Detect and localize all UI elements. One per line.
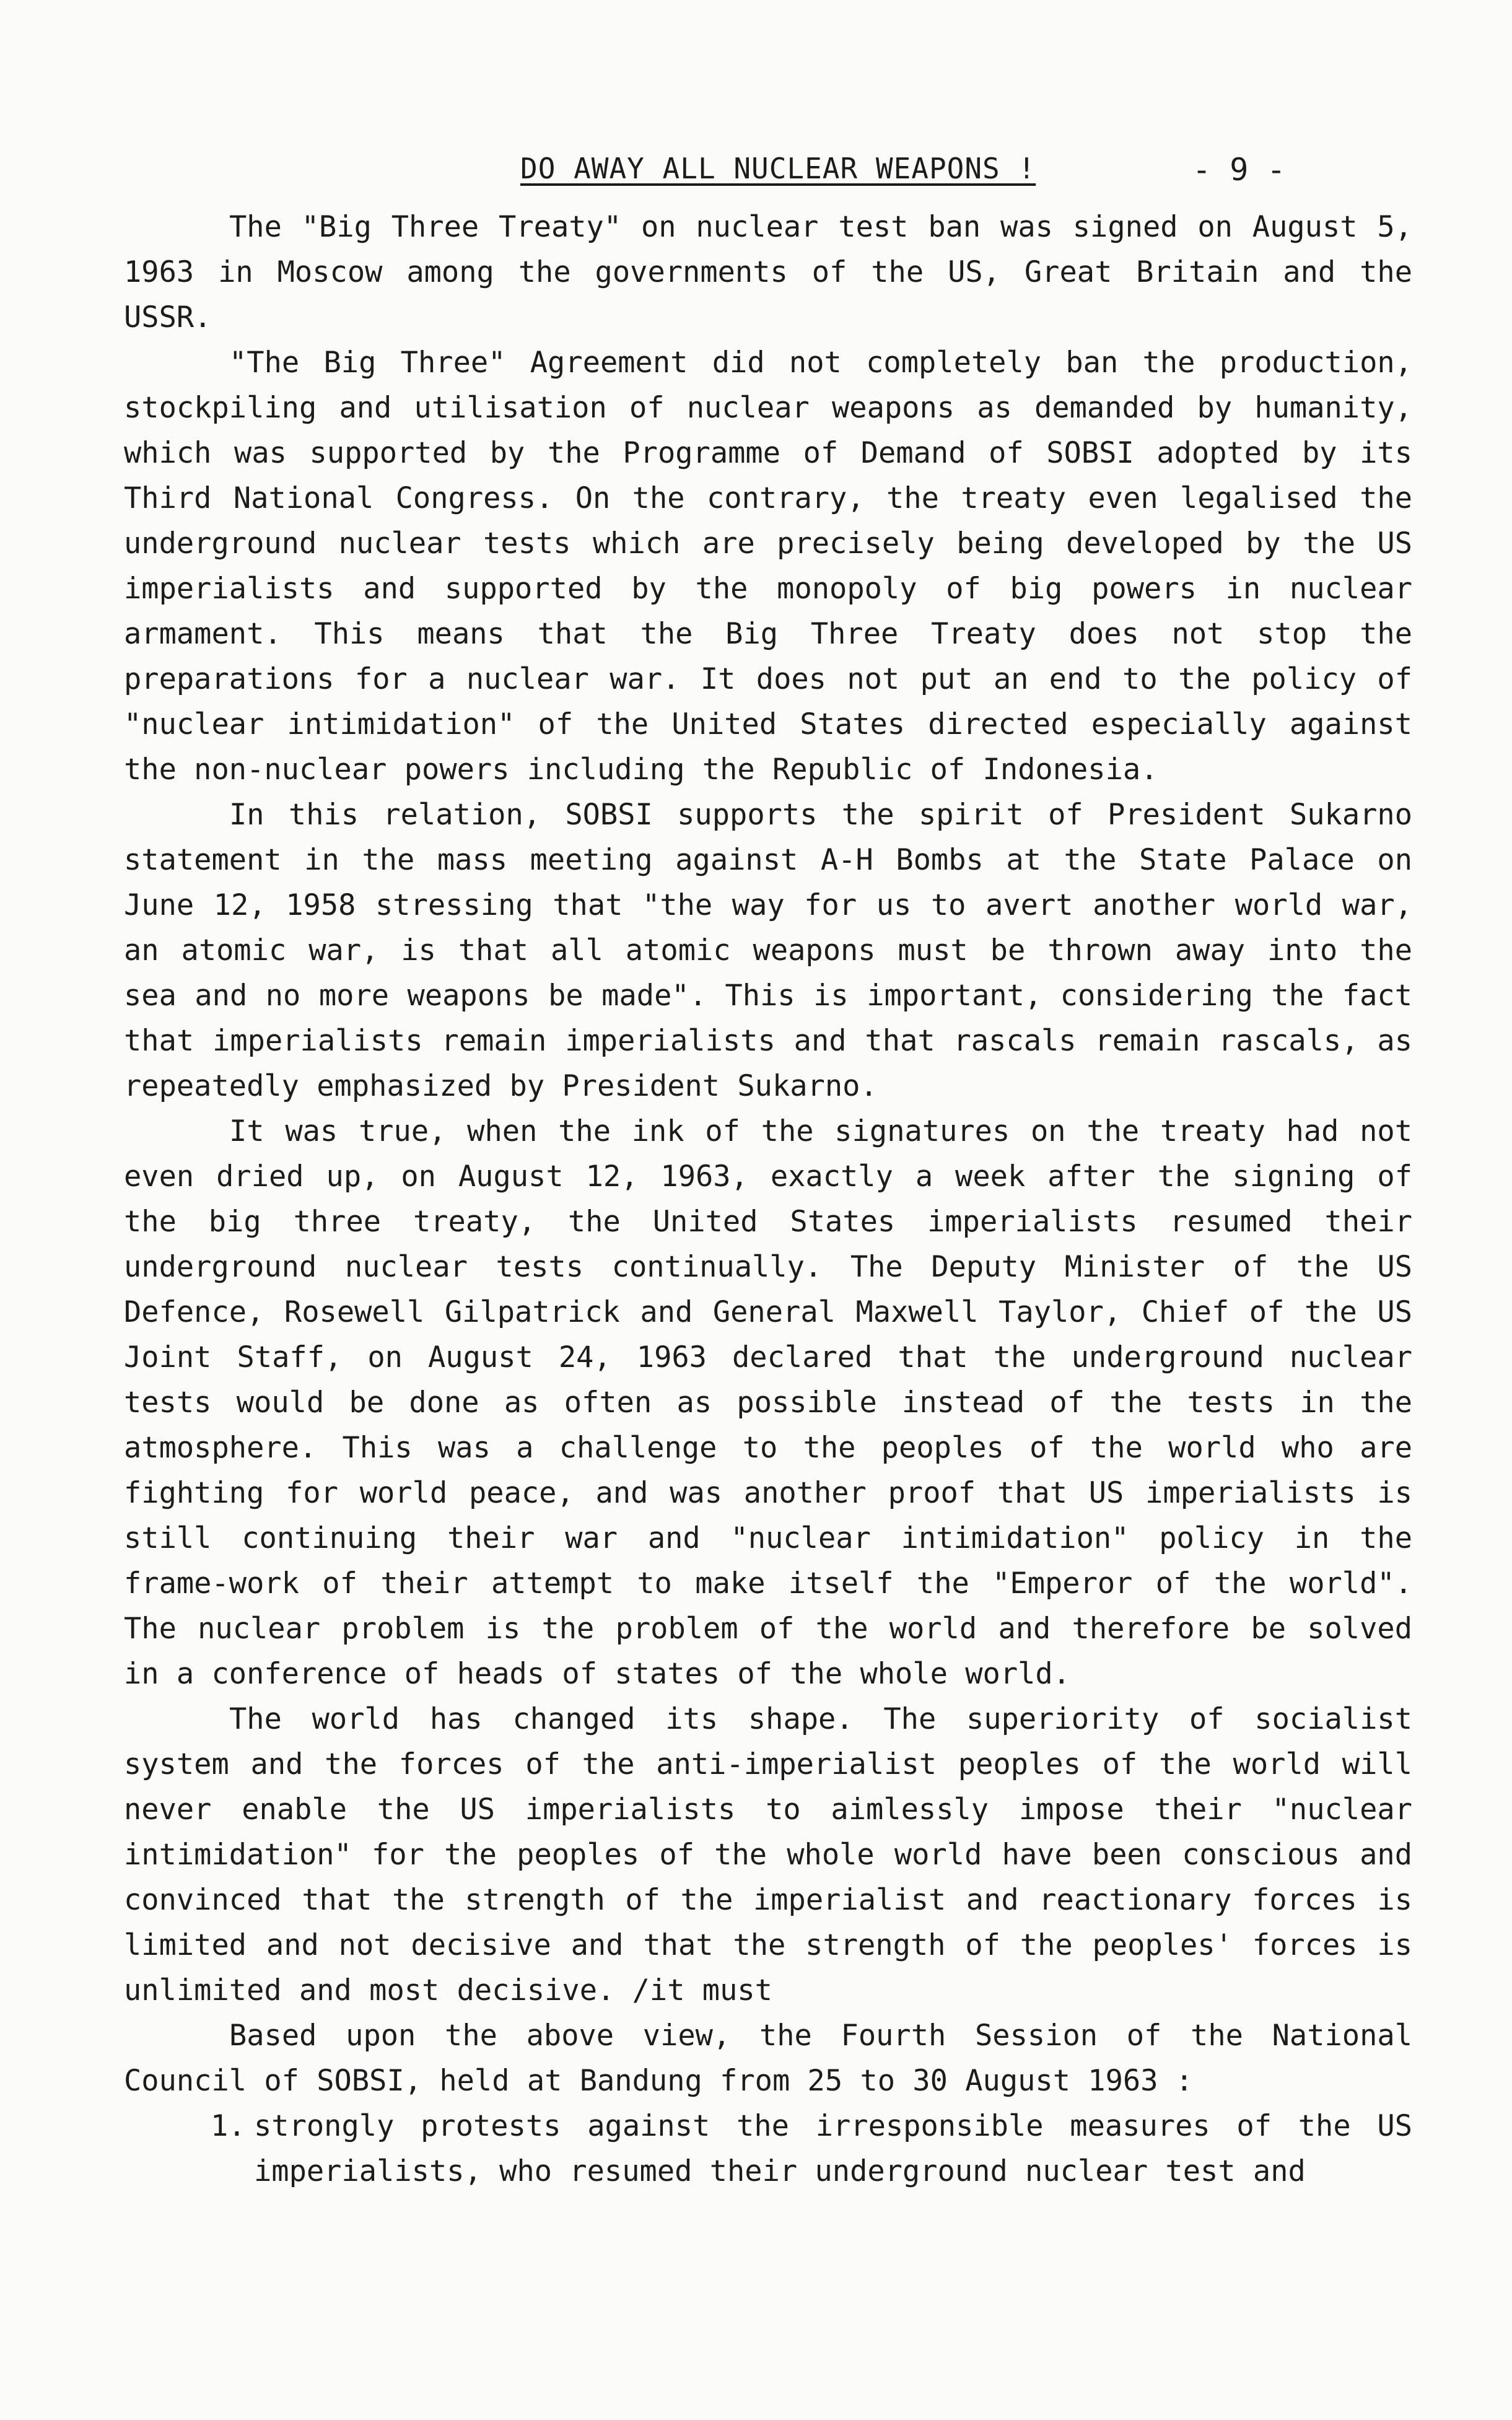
list-item-text: strongly protests against the irresponsible measures of the US imperialists, who resumed their underground nuclear test and: [254, 2109, 1412, 2188]
page-number: - 9 -: [1192, 152, 1286, 188]
list-item-number: 1.: [211, 2109, 246, 2143]
paragraph-5: The world has changed its shape. The superiority of socialist system and the forces of the anti-imperialist peoples of the world will never enable the US imperialists to aimlessly impose their "nuclear intimidation" for the peoples of the whole world have been conscious and convinced that the strength of the imperialist and reactionary forces is limited and not decisive and that the strength of the peoples' forces is unlimited and most decisive. /it must: [124, 1702, 1412, 2007]
resolution-list: [124, 2103, 1412, 2194]
document-heading: DO AWAY ALL NUCLEAR WEAPONS !: [520, 152, 1036, 185]
paragraph-3: In this relation, SOBSI supports the spirit of President Sukarno statement in the mass meeting against A-H Bombs at the State Palace on June 12, 1958 stressing that "the way for us to avert another world war, an atomic war, is that all atomic weapons must be thrown away into the sea and no more weapons be made". This is important, considering the fact that imperialists remain imperialists and that rascals remain rascals, as repeatedly emphasized by President Sukarno.: [124, 798, 1412, 1103]
document-body: [124, 204, 1412, 2194]
paragraph-6: Based upon the above view, the Fourth Session of the National Council of SOBSI, held at Bandung from 25 to 30 August 1963 :: [124, 2019, 1412, 2098]
paragraph-1: The "Big Three Treaty" on nuclear test ban was signed on August 5, 1963 in Moscow among the governments of the US, Great Britain and the USSR.: [124, 210, 1412, 334]
paragraph-2: "The Big Three" Agreement did not completely ban the production, stockpiling and utilisation of nuclear weapons as demanded by humanity, which was supported by the Programme of Demand of SOBSI adopted by its Third National Congress. On the contrary, the treaty even legalised the underground nuclear tests which are precisely being developed by the US imperialists and supported by the monopoly of big powers in nuclear armament. This means that the Big Three Treaty does not stop the preparations for a nuclear war. It does not put an end to the policy of "nuclear intimidation" of the United States directed especially against the non-nuclear powers including the Republic of Indonesia.: [124, 346, 1412, 787]
list-item: [211, 2103, 1412, 2194]
paragraph-4: It was true, when the ink of the signatures on the treaty had not even dried up, on August 12, 1963, exactly a week after the signing of the big three treaty, the United States imperialists resumed their underground nuclear tests continually. The Deputy Minister of the US Defence, Rosewell Gilpatrick and General Maxwell Taylor, Chief of the US Joint Staff, on August 24, 1963 declared that the underground nuclear tests would be done as often as possible instead of the tests in the atmosphere. This was a challenge to the peoples of the world who are fighting for world peace, and was another proof that US imperialists is still continuing their war and "nuclear intimidation" policy in the frame-work of their attempt to make itself the "Emperor of the world". The nuclear problem is the problem of the world and therefore be solved in a conference of heads of states of the whole world.: [124, 1114, 1412, 1691]
